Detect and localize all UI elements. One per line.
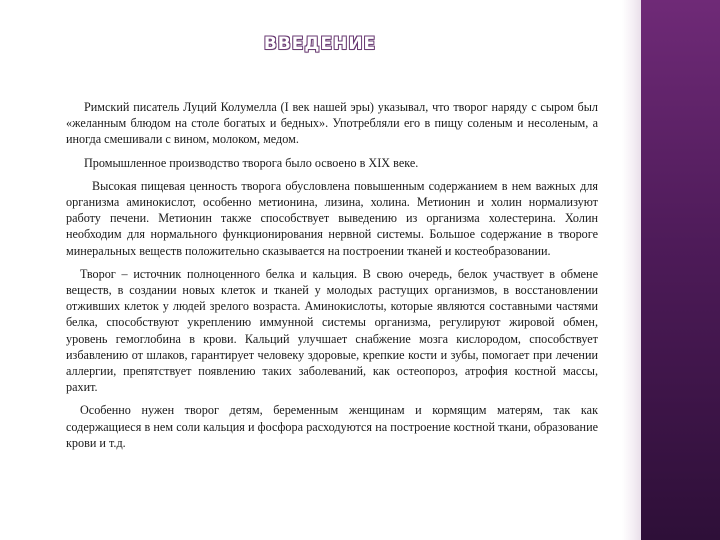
decorative-bar-edge xyxy=(622,0,641,540)
paragraph-5: Особенно нужен творог детям, беременным женщинам и кормящим матерям, так как содержащиеся в нем соли кальция и фосфора расходуются на построение костной ткани, образование крови и т.д. xyxy=(66,403,598,450)
paragraph-4: Творог – источник полноценного белка и кальция. В свою очередь, белок участвует в обмене веществ, в создании новых клеток и тканей у молодых растущих организмов, в восстановлении отживших клеток у людей зрелого возраста. Аминокислоты, которые являются составными частями белка, способствуют укреплению иммунной системы организма, регулируют жировой обмен, уровень гемоглобина в крови. Кальций улучшает снабжение мозга кислородом, способствует избавлению от шлаков, гарантирует человеку здоровые, крепкие кости и зубы, помогает при лечении аллергии, препятствует появлению таких заболеваний, как остеопороз, атрофия костной массы, рахит. xyxy=(66,266,598,395)
slide-title: ВВЕДЕНИЕ xyxy=(263,34,377,54)
slide-body xyxy=(66,99,598,451)
paragraph-3: Высокая пищевая ценность творога обусловлена повышенным содержанием в нем важных для организма аминокислот, особенно метионина, лизина, холина. Метионин и холин нормализуют работу печени. Метионин также способствует выведению из организма холестерина. Холин необходим для нормального функционирования нервной системы. Большое содержание в твороге минеральных веществ положительно сказывается на построении тканей и костеобразовании. xyxy=(66,178,598,258)
paragraph-1: Римский писатель Луций Колумелла (I век нашей эры) указывал, что творог наряду с сыром был «желанным блюдом на столе богатых и бедных». Употребляли его в пищу соленым и несоленым, а иногда смешивали с вином, молоком, медом. xyxy=(66,100,598,147)
decorative-side-bar xyxy=(641,0,720,540)
paragraph-2: Промышленное производство творога было освоено в XIX веке. xyxy=(84,155,419,170)
